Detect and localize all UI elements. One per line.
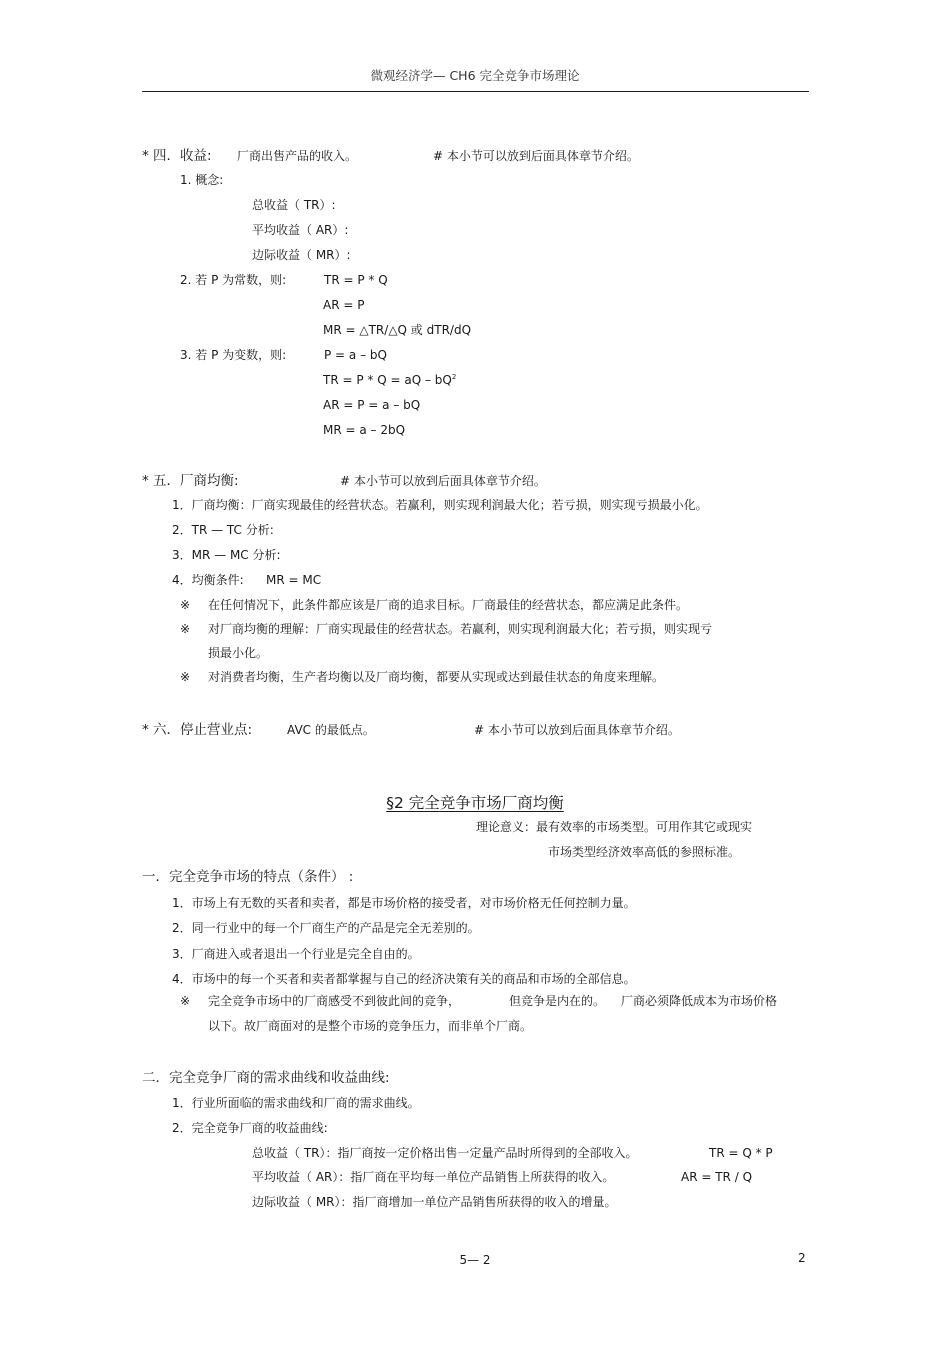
s6-note: # 本小节可以放到后面具体章节介绍。 [474,723,680,737]
s4-formula-2b: AR = P [323,298,365,312]
s5-note: # 本小节可以放到后面具体章节介绍。 [340,474,546,488]
s5-item-3: 3．MR — MC 分析: [172,548,281,562]
s4-item-2: 2. 若 P 为常数，则: [180,273,287,287]
s5-title: * 五．厂商均衡: [142,473,239,489]
p2-ar: 平均收益（ AR）：指厂商在平均每一单位产品销售上所获得的收入。 [252,1170,615,1184]
p2-mr: 边际收益（ MR）：指厂商增加一单位产品销售所获得的收入的增量。 [252,1195,617,1209]
s6-def: AVC 的最低点。 [287,723,375,737]
s5-mark-1: ※ [180,598,191,612]
running-header: 微观经济学— CH6 完全竞争市场理论 [370,68,580,83]
s4-formula-3b: TR = P * Q = aQ – $bQ^2$ [323,373,457,387]
s4-def: 厂商出售产品的收入。 [237,149,358,163]
header-rule [142,91,809,92]
s5-note-2b: 损最小化。 [208,646,269,660]
s4-formula-2a: TR = P * Q [324,273,388,287]
p2-title: 二．完全竞争厂商的需求曲线和收益曲线: [142,1070,390,1086]
s4-formula-3a: P = a – bQ [324,348,387,362]
s5-note-3: 对消费者均衡，生产者均衡以及厂商均衡，都要从实现或达到最佳状态的角度来理解。 [208,670,665,684]
s4-formula-2c: MR = △TR/△Q 或 dTR/dQ [323,323,472,337]
s5-mark-3: ※ [180,670,191,684]
p1-item-2: 2．同一行业中的每一个厂商生产的产品是完全无差别的。 [172,921,480,935]
page-number: 2 [798,1251,806,1265]
p2-ar-formula: AR = TR / Q [681,1170,753,1184]
p1-mark: ※ [180,994,191,1008]
s5-item-4: 4．均衡条件: [172,573,244,587]
p2-tr: 总收益（ TR）：指厂商按一定价格出售一定量产品时所得到的全部收入。 [252,1146,638,1160]
s5-item-2: 2．TR — TC 分析: [172,523,274,537]
p1-note-1c: 厂商必须降低成本为市场价格 [621,994,778,1008]
p1-note-1b: 但竞争是内在的。 [509,994,606,1008]
s4-mr: 边际收益（ MR）: [252,248,351,262]
p2-item-1: 1．行业所面临的需求曲线和厂商的需求曲线。 [172,1096,420,1110]
s4-formula-3d: MR = a – 2bQ [323,423,406,437]
p1-item-4: 4．市场中的每一个买者和卖者都掌握与自己的经济决策有关的商品和市场的全部信息。 [172,972,636,986]
s4-item-1: 1. 概念: [180,173,224,187]
p1-item-3: 3．厂商进入或者退出一个行业是完全自由的。 [172,947,420,961]
s5-mark-2: ※ [180,622,191,636]
s5-item-4-formula: MR = MC [266,573,322,587]
p1-note-1a: 完全竞争市场中的厂商感受不到彼此间的竞争， [208,994,461,1008]
p1-title: 一．完全竞争市场的特点（条件） : [142,869,354,885]
footer-label: 5— 2 [459,1253,491,1267]
s4-ar: 平均收益（ AR）: [252,223,349,237]
sec2-significance-2: 市场类型经济效率高低的参照标准。 [548,845,741,859]
s4-note: # 本小节可以放到后面具体章节介绍。 [433,149,639,163]
sec2-significance-1: 理论意义：最有效率的市场类型。可用作其它或现实 [476,820,753,834]
s6-title: * 六．停止营业点: [142,722,253,738]
s5-note-2a: 对厂商均衡的理解：厂商实现最佳的经营状态。若赢利，则实现利润最大化；若亏损，则实现亏 [208,622,713,636]
s4-item-3: 3. 若 P 为变数，则: [180,348,287,362]
s4-title: * 四．收益: [142,148,212,164]
s5-item-1: 1．厂商均衡：厂商实现最佳的经营状态。若赢利，则实现利润最大化；若亏损，则实现亏损最小化。 [172,498,708,512]
s5-note-1: 在任何情况下，此条件都应该是厂商的追求目标。厂商最佳的经营状态，都应满足此条件。 [208,598,689,612]
s4-formula-3c: AR = P = a – bQ [323,398,421,412]
s4-tr: 总收益（ TR）: [252,198,336,212]
p1-note-2: 以下。故厂商面对的是整个市场的竞争压力，而非单个厂商。 [208,1019,533,1033]
section-2-title: §2 完全竞争市场厂商均衡 [386,794,564,812]
p2-tr-formula: TR = Q * P [709,1146,773,1160]
p2-item-2: 2．完全竞争厂商的收益曲线: [172,1121,328,1135]
p1-item-1: 1．市场上有无数的买者和卖者，都是市场价格的接受者，对市场价格无任何控制力量。 [172,896,636,910]
